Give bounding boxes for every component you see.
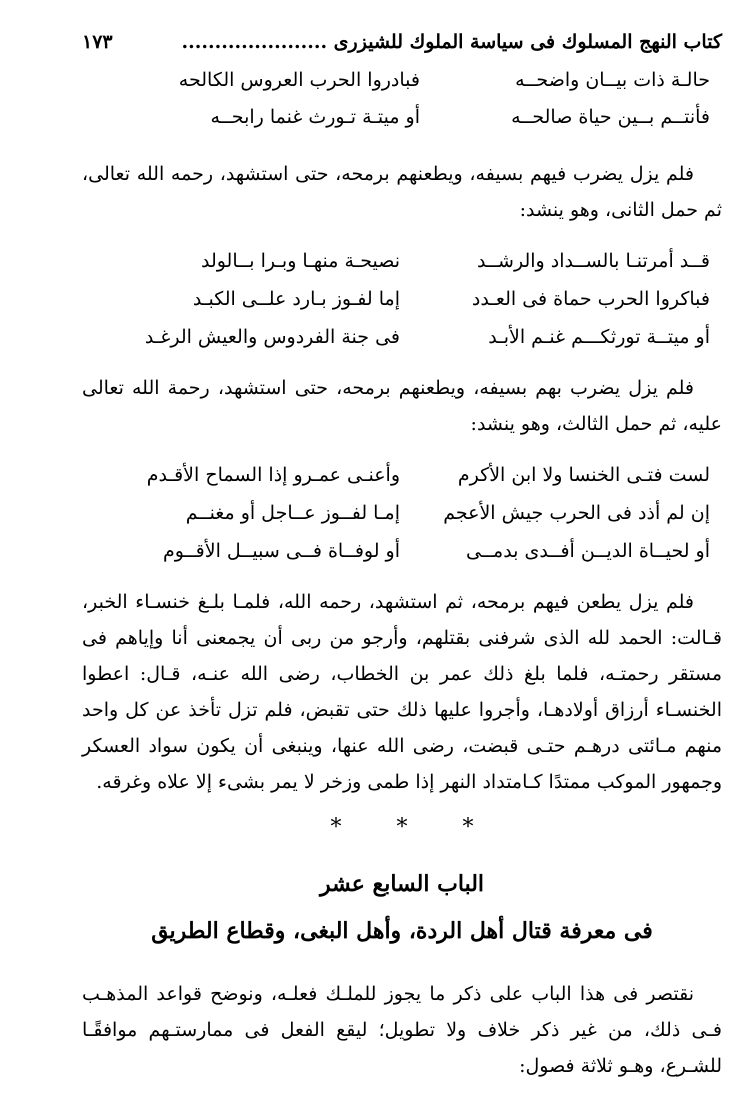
running-head-title: كتاب النهج المسلوك فى سياسة الملوك للشيزرى ......................: [181, 31, 722, 53]
verse-hemistich: لست فتـى الخنسا ولا ابن الأكرم: [457, 464, 710, 486]
verse-hemistich: حالـة ذات بيــان واضحــه: [515, 69, 710, 91]
verse-hemistich: أو ميتـة تـورث غنما رابحــه: [210, 106, 420, 128]
verse-hemistich: وأعنـى عمـرو إذا السماح الأقـدم: [146, 464, 400, 486]
verse-hemistich: أو ميتــة تورثكـــم غنـم الأبـد: [488, 326, 710, 348]
verse-line: [82, 494, 722, 532]
verse-hemistich: قــد أمرتنـا بالســداد والرشــد: [476, 250, 710, 272]
verse-hemistich: فى جنة الفردوس والعيش الرغـد: [144, 326, 400, 348]
verse-line: [82, 62, 722, 99]
verse-hemistich: إما لفـوز بـارد علــى الكبـد: [192, 288, 400, 310]
verse-line: [82, 532, 722, 570]
verse-hemistich: أو لحيــاة الديــن أفــدى بدمــى: [466, 540, 710, 562]
section-separator: * * *: [330, 815, 498, 840]
verse-line: [82, 456, 722, 494]
paragraph: فلم يزل يطعن فيهم برمحه، ثم استشهد، رحمه الله، فلمـا بلـغ خنسـاء الخبر، قـالت: الحمد لله الذى شرفنى بقتلهم، وأرجو من ربى أن يجمعنى أنا وإياهم فى مستقر رحمتـه، فلما بلغ ذلك عمر بن الخطاب، رضى الله عنـه، قـال: اعطوا الخنسـاء أرزاق أولادهـا، وأجروا عليها ذلك حتى تقبض، فلم تزل تأخذ عن كل واحد منهم مـائتى درهـم حتـى قبضت، رضى الله عنها، وينبغى أن يكون سواد العسكر وجمهور الموكب ممتدًا كـامتداد النهر إذا طمى وزخر لا يمر بشىء إلا علاه وغرقه.: [82, 591, 722, 793]
paragraph: نقتصر فى هذا الباب على ذكر ما يجوز للملـك فعلـه، ونوضح قواعد المذهـب فـى ذلك، من غير ذكر خلاف ولا تطويل؛ ليقع الفعل فى ممارستـهم موافقًـا للشـرع، وهـو ثلاثة فصول:: [82, 983, 722, 1077]
book-page: [82, 22, 722, 1084]
verse-hemistich: فباكروا الحرب حماة فى العـدد: [471, 288, 710, 310]
verse-hemistich: إمـا لفــوز عــاجل أو مغنــم: [185, 502, 400, 524]
poem-verses-3: [82, 456, 722, 570]
poem-verses-1: [82, 62, 722, 136]
poem-verses-2: [82, 242, 722, 356]
paragraph: فلم يزل يضرب فيهم بسيفه، ويطعنهم برمحه، حتى استشهد، رحمه الله تعالى، ثم حمل الثانى، وهو ينشد:: [82, 163, 722, 221]
verse-hemistich: فأنتــم بــين حياة صالحــه: [511, 106, 710, 128]
verse-line: [82, 99, 722, 136]
verse-hemistich: أو لوفــاة فــى سبيــل الأقــوم: [162, 540, 400, 562]
verse-line: [82, 318, 722, 356]
verse-hemistich: إن لم أذد فى الحرب جيش الأعجم: [443, 502, 710, 524]
running-head: [82, 22, 722, 62]
verse-hemistich: فبادروا الحرب العروس الكالحه: [178, 69, 420, 91]
verse-hemistich: نصيحـة منهـا وبـرا بــالولد: [200, 250, 400, 272]
paragraph: فلم يزل يضرب بهم بسيفه، ويطعنهم برمحه، حتى استشهد، رحمة الله تعالى عليه، ثم حمل الثالث، وهو ينشد:: [82, 377, 722, 435]
chapter-subtitle: فى معرفة قتال أهل الردة، وأهل البغى، وقطاع الطريق: [151, 918, 653, 944]
verse-line: [82, 280, 722, 318]
page-number: ١٧٣: [82, 31, 113, 53]
verse-line: [82, 242, 722, 280]
chapter-title: الباب السابع عشر: [319, 871, 485, 897]
